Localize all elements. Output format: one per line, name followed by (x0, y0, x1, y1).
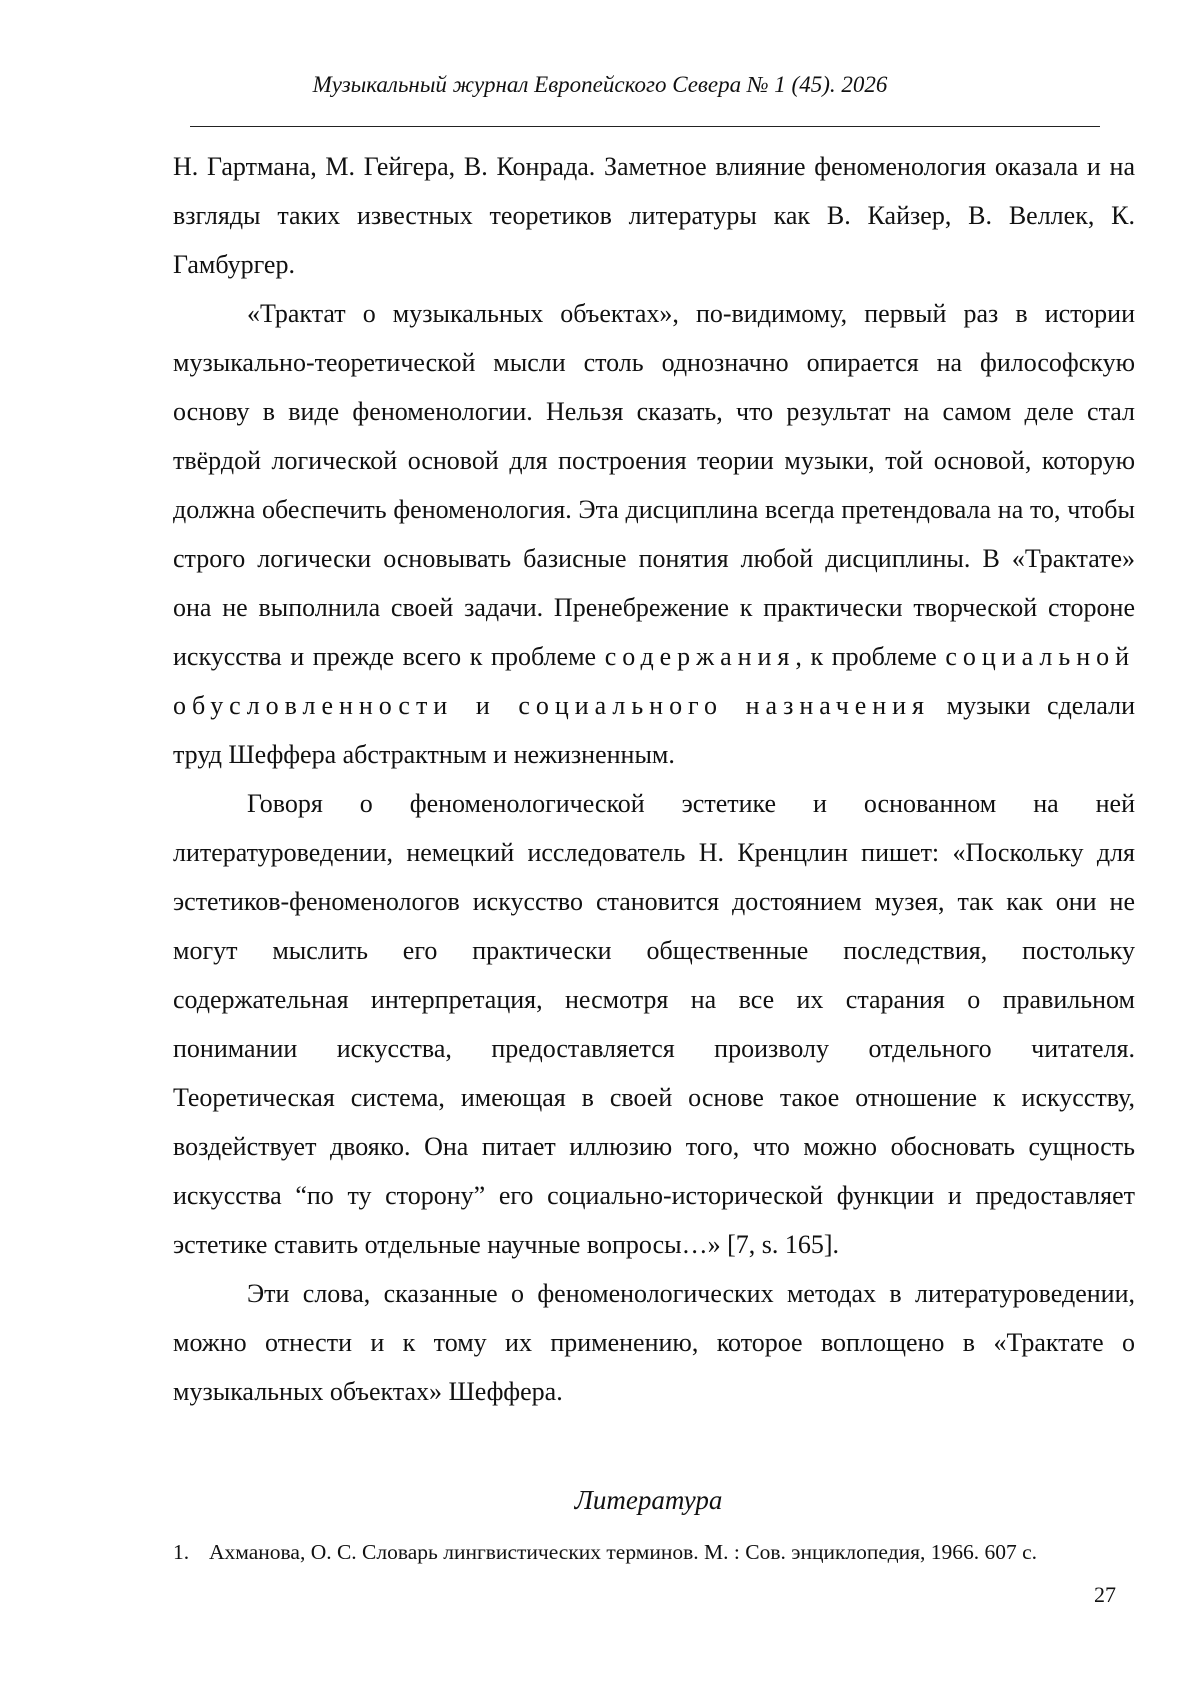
journal-running-head: Музыкальный журнал Европейского Севера № 1 (45). 2026 (312, 72, 888, 97)
reference-number: 1. (173, 1540, 190, 1564)
article-body (173, 142, 1135, 1416)
paragraph-4: Эти слова, сказанные о феноменологических методах в литературоведении, можно отнести и к тому их применению, которое воплощено в «Трактате о музыкальных объектах» Шеффера. (173, 1279, 1135, 1406)
emphasis-social: социальной обусловленности и социального назначения (173, 642, 1135, 720)
reference-item (173, 1537, 1135, 1567)
paragraph-1: Н. Гартмана, М. Гейгера, В. Конрада. Заметное влияние феноменология оказала и на взгляды таких известных теоретиков литературы как В. Кайзер, В. Веллек, К. Гамбургер. (173, 152, 1135, 279)
header-rule (190, 126, 1100, 127)
reference-text: Ахманова, О. С. Словарь лингвистических терминов. М. : Сов. энциклопедия, 1966. 607 с. (209, 1540, 1038, 1564)
paragraph-2-part-c: музыки сделали труд Шеффера абстрактным и нежизненным. (173, 691, 1135, 769)
paragraph-3: Говоря о феноменологической эстетике и основанном на ней литературоведении, немецкий исследователь Н. Кренцлин пишет: «Поскольку для эстетиков-феноменологов искусство становится достоянием музея, так как они не могут мыслить его практически общественные последствия, постольку содержательная интерпретация, несмотря на все их старания о правильном понимании искусства, предоставляется произволу отдельного читателя. Теоретическая система, имеющая в своей основе такое отношение к искусству, воздействует двояко. Она питает иллюзию того, что можно обосновать сущность искусства “по ту сторону” его социально-исторической функции и предоставляет эстетике ставить отдельные научные вопросы…» [7, s. 165]. (173, 789, 1135, 1259)
emphasis-content: содержания (604, 642, 796, 671)
paragraph-2-part-a: «Трактат о музыкальных объектах», по-видимому, первый раз в истории музыкально-теоретической мысли столь однозначно опирается на философскую основу в виде феноменологии. Нельзя сказать, что результат на самом деле стал твёрдой логической основой для построения теории музыки, той основой, которую должна обеспечить феноменология. Эта дисциплина всегда претендовала на то, чтобы строго логически основывать базисные понятия любой дисциплины. В «Трактате» она не выполнила своей задачи. Пренебрежение к практически творческой стороне искусства и прежде всего к проблеме (173, 299, 1135, 671)
paragraph-2 (173, 289, 1135, 779)
references-title: Литература (574, 1485, 723, 1515)
paragraph-2-part-b: , к проблеме (795, 642, 946, 671)
page-number: 27 (1094, 1582, 1116, 1607)
